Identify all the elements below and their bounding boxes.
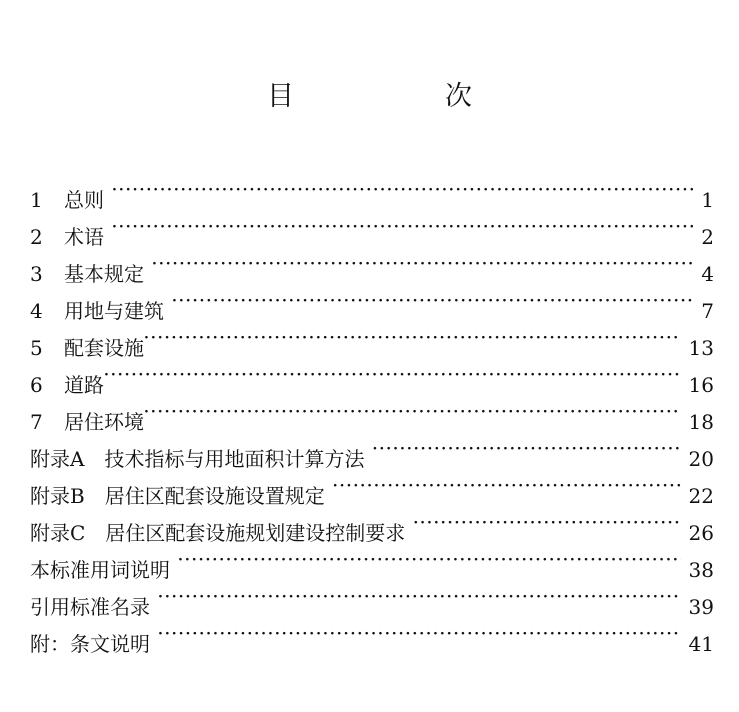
page-title: 目 次: [267, 81, 534, 112]
toc-entry-label: 用地与建筑: [64, 299, 164, 323]
toc-entry-page: 26: [688, 521, 714, 545]
dot-leader: [372, 429, 680, 466]
toc-entry-roads[interactable]: [30, 355, 714, 397]
toc-entry-label: 总则: [64, 188, 104, 212]
toc-entry-label: 术语: [64, 225, 104, 249]
toc-entry-label: 道路: [64, 373, 104, 397]
toc-entry-page: 20: [688, 447, 714, 471]
toc-entry-page: 7: [701, 299, 714, 323]
toc-entry-terms[interactable]: [30, 207, 714, 249]
toc-entry-label: 配套设施: [64, 336, 144, 360]
toc-entry-label: 附：条文说明: [30, 632, 150, 656]
toc-entry-label: 附录B 居住区配套设施设置规定: [30, 484, 325, 508]
dot-leader: [413, 503, 680, 540]
table-of-contents: [30, 170, 714, 656]
toc-entry-label: 附录A 技术指标与用地面积计算方法: [30, 447, 365, 471]
toc-entry-number: 7: [30, 410, 43, 434]
toc-entry-basic-requirements[interactable]: [30, 244, 714, 286]
toc-entry-number: 2: [30, 225, 43, 249]
toc-entry-page: 4: [701, 262, 714, 286]
dot-leader: [144, 318, 681, 355]
dot-leader: [112, 170, 693, 207]
toc-entry-page: 41: [688, 632, 714, 656]
toc-entry-page: 2: [701, 225, 714, 249]
toc-entry-label: 居住环境: [64, 410, 144, 434]
toc-entry-page: 38: [688, 558, 714, 582]
toc-entry-number: 5: [30, 336, 43, 360]
toc-entry-label: 基本规定: [64, 262, 144, 286]
toc-entry-page: 13: [688, 336, 714, 360]
toc-entry-label: 本标准用词说明: [30, 558, 170, 582]
dot-leader: [333, 466, 681, 503]
dot-leader: [178, 540, 681, 577]
dot-leader: [172, 281, 693, 318]
toc-entry-number: 1: [30, 188, 43, 212]
dot-leader: [152, 244, 693, 281]
dot-leader: [112, 207, 693, 244]
dot-leader: [158, 577, 681, 614]
toc-entry-label: 附录C 居住区配套设施规划建设控制要求: [30, 521, 406, 545]
toc-entry-page: 16: [688, 373, 714, 397]
dot-leader: [144, 392, 681, 429]
toc-entry-label: 引用标准名录: [30, 595, 150, 619]
toc-entry-living-environment[interactable]: [30, 392, 714, 434]
toc-entry-number: 6: [30, 373, 43, 397]
dot-leader: [158, 614, 681, 651]
toc-entry-page: 39: [688, 595, 714, 619]
toc-entry-number: 4: [30, 299, 43, 323]
toc-entry-page: 1: [701, 188, 714, 212]
toc-entry-page: 18: [688, 410, 714, 434]
toc-entry-general[interactable]: [30, 170, 714, 212]
toc-entry-page: 22: [688, 484, 714, 508]
dot-leader: [104, 355, 681, 392]
toc-entry-number: 3: [30, 262, 43, 286]
